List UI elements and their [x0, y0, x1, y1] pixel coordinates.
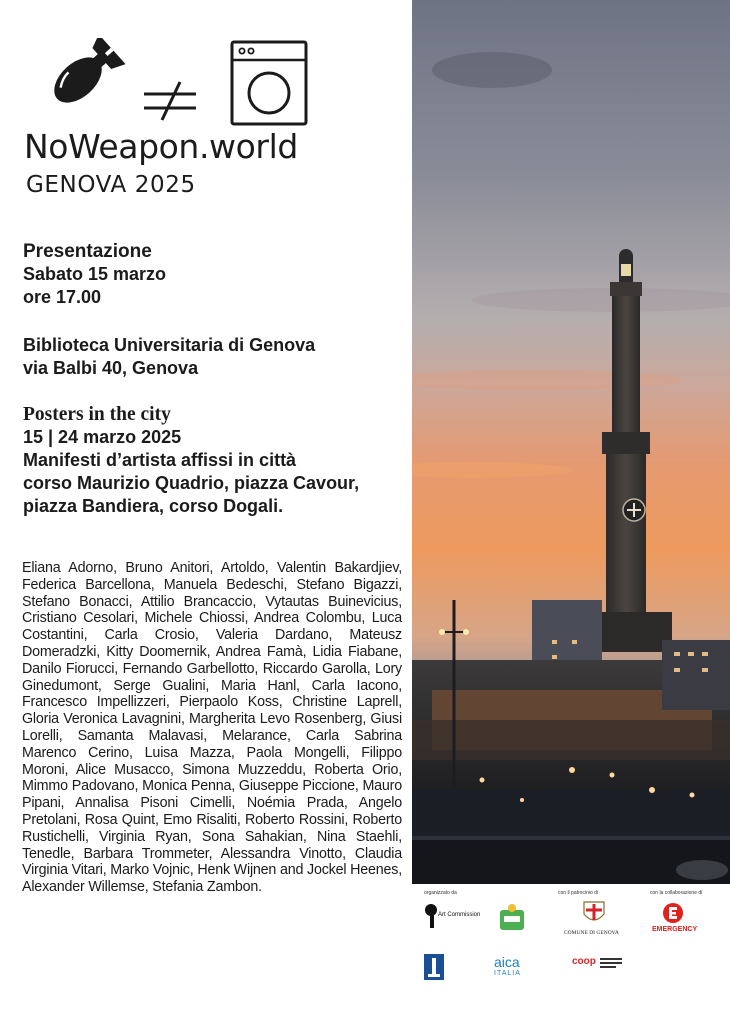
art-commission-text: Art Commission: [438, 912, 481, 918]
edition-subtitle: GENOVA 2025: [26, 172, 196, 198]
presentation-heading: Presentazione: [23, 241, 152, 262]
presentation-time: ore 17.00: [23, 287, 102, 307]
blue-tower-logo: [424, 954, 444, 980]
posters-places-2: piazza Bandiera, corso Dogali.: [23, 496, 284, 516]
emergency-text: EMERGENCY: [652, 926, 698, 933]
aica-text: aica: [494, 954, 520, 970]
posters-heading: Posters in the city: [23, 404, 171, 425]
patronage-label: con il patrocinio di: [558, 890, 599, 896]
organized-label: organizzato da: [424, 890, 457, 896]
art-commission-logo: [424, 902, 481, 938]
posters-dates: 15 | 24 marzo 2025: [23, 427, 182, 447]
header-icons: [34, 38, 324, 128]
posters-block: [23, 403, 359, 518]
washing-machine-icon: [232, 42, 306, 124]
venue-address: via Balbi 40, Genova: [23, 358, 199, 378]
aica-italia-logo: [492, 954, 542, 984]
venue-block: [23, 334, 315, 380]
coop-logo: [572, 956, 632, 976]
not-equal-icon: [144, 82, 196, 120]
coop-text: coop: [572, 956, 596, 967]
artists-list: Eliana Adorno, Bruno Anitori, Artoldo, Valentin Bakardjiev, Federica Barcellona, Manuela Bedeschi, Stefano Bigazzi, Stefano Bonacci, Attilio Brancaccio, Vytautas Buinevicius, Cristiano Cesolari, Michele Chiossi, Andrea Colombu, Luca Costantini, Carla Crosio, Valeria Dardano, Mateusz Domeradzki, Kitty Doomernik, Andrea Famà, Lidia Fiabane, Danilo Fiorucci, Fernando Garbellotto, Riccardo Garolla, Lory Ginedumont, Serge Gualini, Maria Hanl, Carla Iacono, Francesco Impellizzeri, Pierpaolo Koss, Christine Laprell, Gloria Veronica Lavagnini, Margherita Levo Rosenberg, Giusi Lorelli, Samanta Malavasi, Melarance, Carla Sabrina Marenco Cerino, Luisa Mazza, Paola Mongelli, Filippo Moroni, Alice Musacco, Simona Muzzeddu, Roberta Orio, Mimmo Padovano, Monica Penna, Giuseppe Piccione, Mauro Pipani, Annalisa Pisoni Cimelli, Noémia Prada, Angelo Pretolani, Rosa Quint, Emo Risaliti, Roberto Rossini, Roberto Rustichelli, Virginia Ryan, Sona Sahakian, Nina Staehli, Tenedle, Barbara Trommeter, Alessandra Vinotto, Claudia Virginia Vitari, Marko Vojnic, Henk Wijnen and Jockel Heenes, Alexander Willemse, Stefania Zambon.: [22, 560, 402, 896]
posters-subtitle: Manifesti d’artista affissi in città: [23, 450, 297, 470]
venue-name: Biblioteca Universitaria di Genova: [23, 335, 316, 355]
emergency-logo: [650, 902, 710, 942]
lighthouse-photo: [412, 0, 730, 884]
presentation-date: Sabato 15 marzo: [23, 264, 167, 284]
sponsor-logos: [412, 884, 730, 1024]
collab-label: con la collaborazione di: [650, 890, 703, 896]
posters-places-1: corso Maurizio Quadrio, piazza Cavour,: [23, 473, 360, 493]
bomb-icon: [44, 38, 126, 114]
comune-genova-logo: [564, 898, 624, 942]
brand-title: NoWeapon.world: [24, 127, 298, 166]
presentation-block: [23, 240, 166, 309]
green-badge-logo: [498, 902, 526, 936]
comune-text: COMUNE DI GENOVA: [564, 930, 619, 936]
aica-italia-text: ITALIA: [494, 970, 521, 977]
